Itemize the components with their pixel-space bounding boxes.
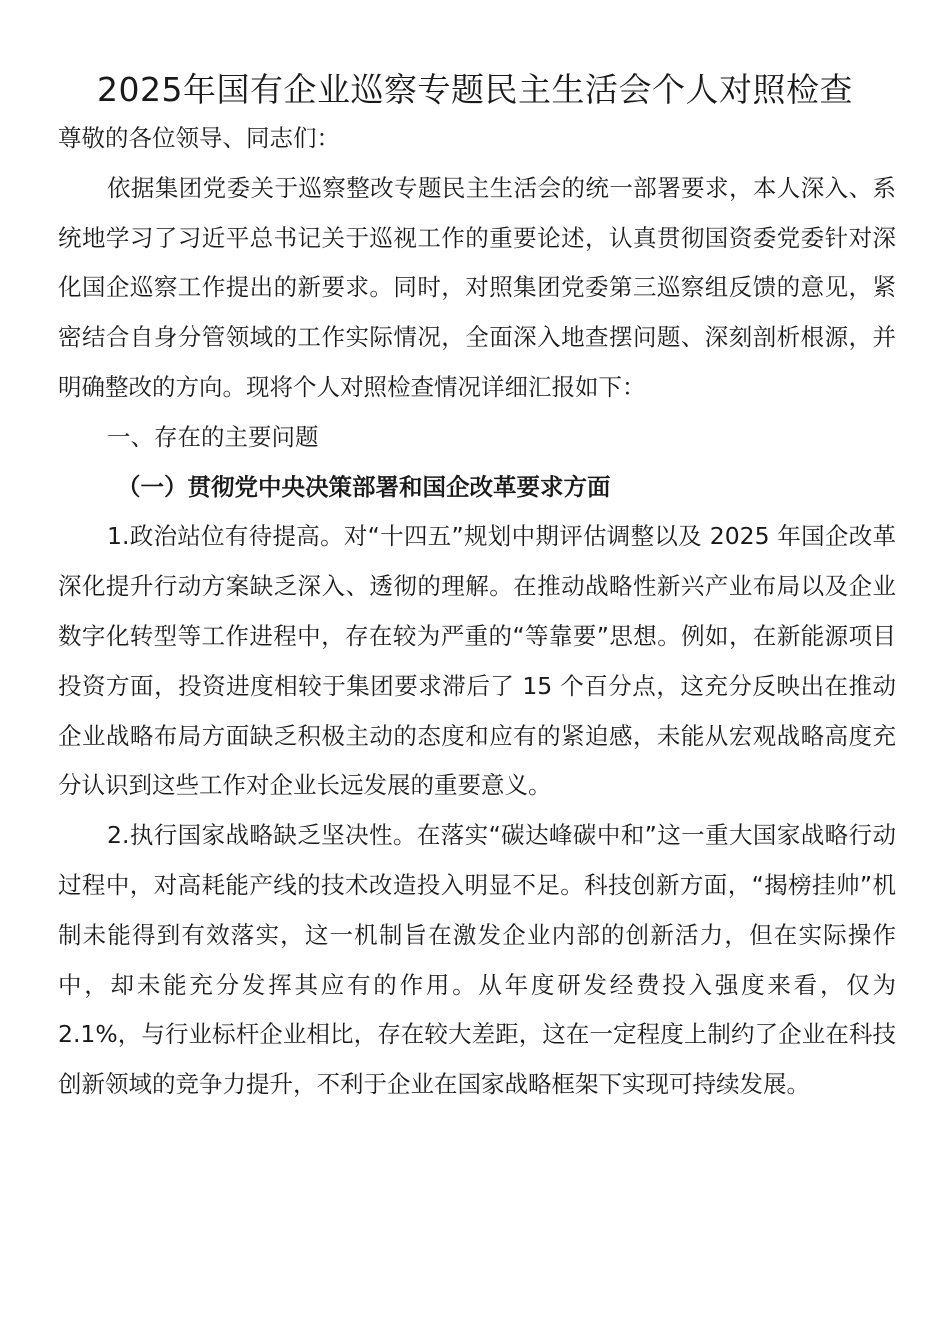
subsection-heading: （一）贯彻党中央决策部署和国企改革要求方面 [117,472,611,501]
item-paragraph-1: 1.政治站位有待提高。对“十四五”规划中期评估调整以及 2025 年国企改革深化提升行动方案缺乏深入、透彻的理解。在推动战略性新兴产业布局以及企业数字化转型等工作进程中，存在较为严重的“等靠要”思想。例如，在新能源项目投资方面，投资进度相较于集团要求滞后了 15 个百分点，这充分反映出在推动企业战略布局方面缺乏积极主动的态度和应有的紧迫感，未能从宏观战略高度充分认识到这些工作对企业长远发展的重要意义。 [58,522,896,800]
intro-paragraph: 依据集团党委关于巡察整改专题民主生活会的统一部署要求，本人深入、系统地学习了习近平总书记关于巡视工作的重要论述，认真贯彻国资委党委针对深化国企巡察工作提出的新要求。同时，对照集团党委第三巡察组反馈的意见，紧密结合自身分管领域的工作实际情况，全面深入地查摆问题、深刻剖析根源，并明确整改的方向。现将个人对照检查情况详细汇报如下： [58,173,896,401]
section-heading: 一、存在的主要问题 [107,422,319,451]
salutation: 尊敬的各位领导、同志们： [58,124,340,152]
item-paragraph-2: 2.执行国家战略缺乏坚决性。在落实“碳达峰碳中和”这一重大国家战略行动过程中，对高耗能产线的技术改造投入明显不足。科技创新方面，“揭榜挂帅”机制未能得到有效落实，这一机制旨在激发企业内部的创新活力，但在实际操作中，却未能充分发挥其应有的作用。从年度研发经费投入强度来看，仅为 2.1%，与行业标杆企业相比，存在较大差距，这在一定程度上制约了企业在科技创新领域的竞争力提升，不利于企业在国家战略框架下实现可持续发展。 [58,821,896,1099]
document-body [58,114,896,1110]
document-title: 2025年国有企业巡察专题民主生活会个人对照检查 [97,70,853,109]
